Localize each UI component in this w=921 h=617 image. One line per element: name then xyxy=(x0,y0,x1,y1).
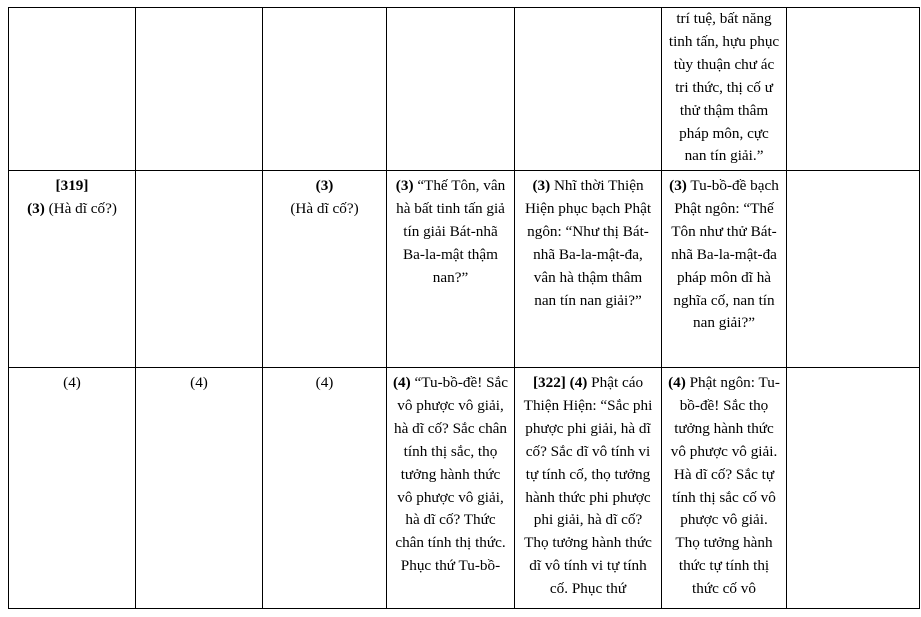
table-cell xyxy=(387,368,515,609)
table-cell xyxy=(787,171,920,368)
table-cell xyxy=(662,171,787,368)
cell-text: “Tu-bồ-đề! Sắc vô phược vô giải, hà dĩ cố? Sắc chân tính thị sắc, thọ tưởng hành thức vô phược vô giải, hà dĩ cố? Thức chân tính thị thức. Phục thứ Tu-bồ- xyxy=(393,374,509,575)
table-cell xyxy=(136,8,263,171)
table-cell xyxy=(515,368,662,609)
table-cell xyxy=(9,8,136,171)
table-cell xyxy=(515,171,662,368)
table-cell xyxy=(662,368,787,609)
table-row xyxy=(9,8,920,171)
cell-text: (Hà dĩ cố?) xyxy=(44,199,117,217)
table-cell: (4) xyxy=(263,368,387,609)
cell-text: Phật ngôn: Tu-bồ-đề! Sắc thọ tưởng hành thức vô phược vô giải. Hà dĩ cố? Sắc tự tính thị sắc cố vô phược vô giải. Thọ tưởng hành thức tự tính thị thức cố vô xyxy=(670,374,780,598)
cell-text: Tu-bồ-đề bạch Phật ngôn: “Thế Tôn như thử Bát-nhã Ba-la-mật-đa pháp môn dĩ hà nghĩa cố, nan tín nan giải?” xyxy=(671,177,779,332)
item-number: (4) xyxy=(393,374,411,391)
table-cell xyxy=(263,8,387,171)
item-number: (3) xyxy=(395,177,414,194)
cell-text: “Thế Tôn, vân hà bất tinh tấn giả tín giải Bát-nhã Ba-la-mật thậm nan?” xyxy=(396,177,506,286)
table-cell xyxy=(515,8,662,171)
item-number: (3) xyxy=(315,177,334,194)
table-cell: (4) xyxy=(9,368,136,609)
table-cell: (4) xyxy=(136,368,263,609)
cell-text: Phật cáo Thiện Hiện: “Sắc phi phược phi giải, hà dĩ cố? Sắc dĩ vô tính vi tự tính cố, thọ tưởng hành thức phi phược phi giải, hà dĩ cố? Thọ tưởng hành thức dĩ vô tính vi tự tính cố. Phục thứ xyxy=(523,374,653,598)
cell-text: (Hà dĩ cố?) xyxy=(290,199,359,217)
table-cell xyxy=(787,8,920,171)
section-ref: [319] xyxy=(55,177,89,194)
item-number: (3) xyxy=(669,177,687,194)
section-ref: [322] xyxy=(532,374,566,391)
table-row xyxy=(9,368,920,609)
item-number: (3) xyxy=(532,177,551,194)
item-number: (4) xyxy=(569,374,588,391)
table-cell xyxy=(787,368,920,609)
table-cell: trí tuệ, bất năng tinh tấn, hựu phục tùy thuận chư ác tri thức, thị cố ư thử thậm thâm pháp môn, cực nan tín giải.” xyxy=(662,8,787,171)
table-cell xyxy=(9,171,136,368)
comparison-table xyxy=(8,7,920,609)
table-row xyxy=(9,171,920,368)
table-cell xyxy=(387,8,515,171)
table-cell xyxy=(136,171,263,368)
cell-text: Nhĩ thời Thiện Hiện phục bạch Phật ngôn: “Như thị Bát-nhã Ba-la-mật-đa, vân hà thậm thâm nan tín nan giải?” xyxy=(524,177,652,309)
item-number: (4) xyxy=(668,374,686,391)
table-cell xyxy=(263,171,387,368)
table-cell xyxy=(387,171,515,368)
item-number: (3) xyxy=(27,199,45,217)
